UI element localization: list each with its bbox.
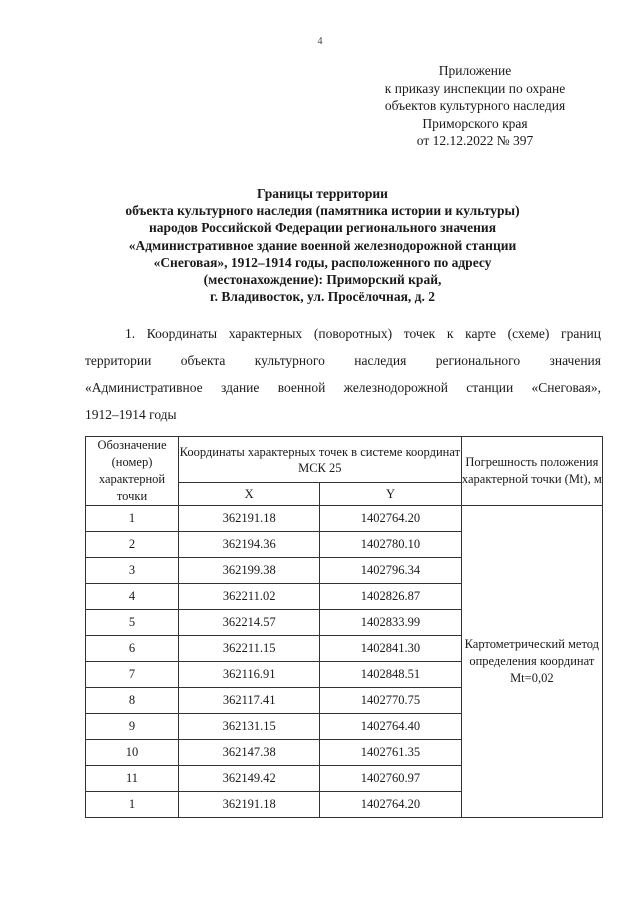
y-cell: 1402764.20 (320, 506, 461, 532)
x-cell: 362149.42 (179, 766, 320, 792)
paragraph-line: территории объекта культурного наследия регионального значения (85, 353, 601, 368)
header-designation: Обозначение (номер) характерной точки (86, 437, 179, 506)
paragraph-line: 1. Координаты характерных (поворотных) точек к карте (схеме) границ (125, 326, 601, 341)
point-cell: 1 (86, 506, 179, 532)
title-line: (местонахождение): Приморский край, (203, 272, 442, 288)
point-cell: 10 (86, 740, 179, 766)
y-cell: 1402760.97 (320, 766, 461, 792)
x-cell: 362117.41 (179, 688, 320, 714)
appendix-line: к приказу инспекции по охране (384, 80, 566, 96)
title-line: «Снеговая», 1912–1914 годы, расположенного по адресу (153, 254, 492, 270)
y-cell: 1402841.30 (320, 636, 461, 662)
y-cell: 1402826.87 (320, 584, 461, 610)
title-line: «Административное здание военной железнодорожной станции (128, 237, 517, 253)
point-cell: 2 (86, 532, 179, 558)
document-title (80, 185, 565, 305)
x-cell: 362211.15 (179, 636, 320, 662)
appendix-line: Приложение (438, 63, 512, 78)
x-cell: 362214.57 (179, 610, 320, 636)
y-cell: 1402833.99 (320, 610, 461, 636)
point-cell: 11 (86, 766, 179, 792)
point-cell: 5 (86, 610, 179, 636)
title-line: Границы территории (257, 186, 388, 201)
point-cell: 7 (86, 662, 179, 688)
x-cell: 362116.91 (179, 662, 320, 688)
method-cell: Картометрический метод определения координат Mt=0,02 (461, 506, 602, 818)
x-cell: 362211.02 (179, 584, 320, 610)
x-cell: 362131.15 (179, 714, 320, 740)
point-cell: 9 (86, 714, 179, 740)
x-cell: 362147.38 (179, 740, 320, 766)
header-x: X (179, 483, 320, 506)
title-line: объекта культурного наследия (памятника истории и культуры) (125, 203, 520, 219)
title-line: г. Владивосток, ул. Просёлочная, д. 2 (210, 289, 435, 305)
table-row (86, 506, 603, 532)
y-cell: 1402764.20 (320, 792, 461, 818)
x-cell: 362194.36 (179, 532, 320, 558)
point-cell: 4 (86, 584, 179, 610)
header-error: Погрешность положения характерной точки (Mt), м (461, 437, 602, 506)
appendix-line: Приморского края (422, 115, 528, 131)
appendix-line: объектов культурного наследия (384, 98, 566, 113)
y-cell: 1402770.75 (320, 688, 461, 714)
appendix-block (350, 62, 600, 150)
coordinates-paragraph (85, 320, 601, 428)
coordinates-table (85, 436, 603, 818)
point-cell: 6 (86, 636, 179, 662)
y-cell: 1402796.34 (320, 558, 461, 584)
title-line: народов Российской Федерации регионального значения (148, 220, 497, 236)
y-cell: 1402848.51 (320, 662, 461, 688)
point-cell: 3 (86, 558, 179, 584)
x-cell: 362199.38 (179, 558, 320, 584)
appendix-line: от 12.12.2022 № 397 (416, 133, 534, 148)
header-coordinates: Координаты характерных точек в системе координат МСК 25 (179, 437, 462, 483)
point-cell: 8 (86, 688, 179, 714)
header-y: Y (320, 483, 461, 506)
paragraph-line: «Административное здание военной железнодорожной станции «Снеговая», (85, 380, 601, 395)
y-cell: 1402761.35 (320, 740, 461, 766)
y-cell: 1402780.10 (320, 532, 461, 558)
y-cell: 1402764.40 (320, 714, 461, 740)
point-cell: 1 (86, 792, 179, 818)
paragraph-line: 1912–1914 годы (85, 407, 177, 422)
x-cell: 362191.18 (179, 792, 320, 818)
x-cell: 362191.18 (179, 506, 320, 532)
page-number: 4 (317, 36, 323, 47)
